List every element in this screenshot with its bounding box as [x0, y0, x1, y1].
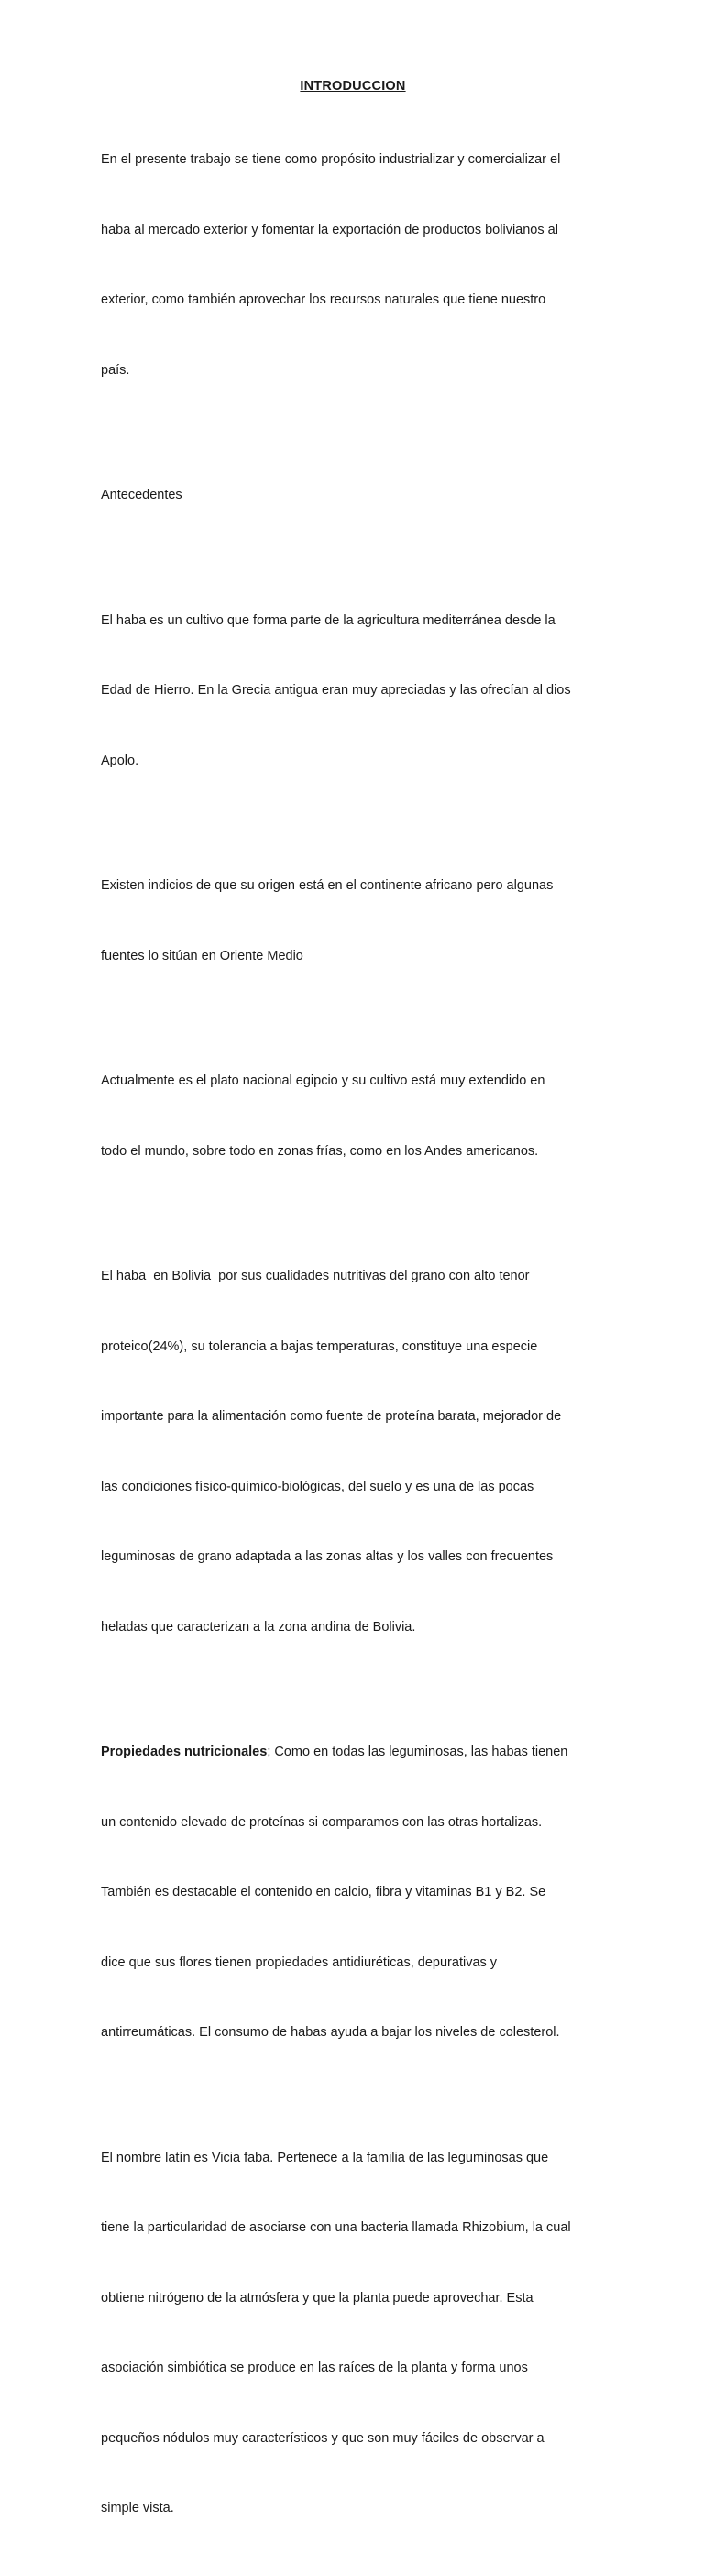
text-line: todo el mundo, sobre todo en zonas frías, como en los Andes americanos. [101, 1143, 539, 1159]
text-run: ; Como en todas las leguminosas, las habas tienen [267, 1745, 568, 1759]
text-line: Apolo. [101, 753, 139, 768]
text-line: El haba en Bolivia por sus cualidades nutritivas del grano con alto tenor [101, 1269, 530, 1283]
text-line: Antecedentes [101, 488, 182, 502]
paragraph-origin [101, 828, 605, 1015]
text-line: proteico(24%), su tolerancia a bajas temperaturas, constituye una especie [101, 1338, 538, 1354]
text-line: tiene la particularidad de asociarse con una bacteria llamada Rhizobium, la cual [101, 2220, 571, 2235]
text-line: importante para la alimentación como fuente de proteína barata, mejorador de [101, 1409, 562, 1424]
text-line [101, 1741, 605, 1765]
text-line: Actualmente es el plato nacional egipcio y su cultivo está muy extendido en [101, 1073, 545, 1088]
paragraph-purpose [101, 102, 605, 429]
text-line: El haba es un cultivo que forma parte de la agricultura mediterránea desde la [101, 612, 556, 628]
text-line: antirreumáticas. El consumo de habas ayuda a bajar los niveles de colesterol. [101, 2025, 560, 2040]
text-line: país. [101, 362, 130, 378]
text-line: un contenido elevado de proteínas si comparamos con las otras hortalizas. [101, 1814, 543, 1830]
text-line: El nombre latín es Vicia faba. Pertenece a la familia de las leguminosas que [101, 2150, 549, 2165]
text-line: También es destacable el contenido en calcio, fibra y vitaminas B1 y B2. Se [101, 1885, 546, 1899]
text-line: Existen indicios de que su origen está en el continente africano pero algunas [101, 878, 554, 893]
bold-lead: Propiedades nutricionales [101, 1745, 268, 1759]
text-line: dice que sus flores tienen propiedades antidiuréticas, depurativas y [101, 1954, 498, 1970]
paragraph-nutrition [101, 1694, 605, 2092]
text-line: simple vista. [101, 2501, 174, 2515]
document-page [101, 77, 605, 2576]
text-line: exterior, como también aprovechar los recursos naturales que tiene nuestro [101, 292, 546, 307]
text-line: las condiciones físico-químico-biológicas, del suelo y es una de las pocas [101, 1479, 534, 1494]
paragraph-current [101, 1023, 605, 1210]
text-line: heladas que caracterizan a la zona andina de Bolivia. [101, 1619, 416, 1635]
text-line: leguminosas de grano adaptada a las zonas altas y los valles con frecuentes [101, 1549, 554, 1564]
text-line: haba al mercado exterior y fomentar la exportación de productos bolivianos al [101, 222, 558, 237]
paragraph-latin-name [101, 2100, 605, 2568]
section-heading-antecedentes [101, 437, 605, 555]
text-line: obtiene nitrógeno de la atmósfera y que la planta puede aprovechar. Esta [101, 2290, 534, 2306]
document-title: INTRODUCCION [300, 79, 406, 94]
text-line: pequeños nódulos muy característicos y que son muy fáciles de observar a [101, 2430, 544, 2446]
paragraph-bolivia [101, 1218, 605, 1686]
text-line: Edad de Hierro. En la Grecia antigua eran muy apreciadas y las ofrecían al dios [101, 683, 571, 698]
paragraph-history [101, 563, 605, 820]
text-line: fuentes lo sitúan en Oriente Medio [101, 948, 303, 963]
text-line: En el presente trabajo se tiene como propósito industrializar y comercializar el [101, 152, 561, 167]
text-line: asociación simbiótica se produce en las raíces de la planta y forma unos [101, 2361, 528, 2375]
